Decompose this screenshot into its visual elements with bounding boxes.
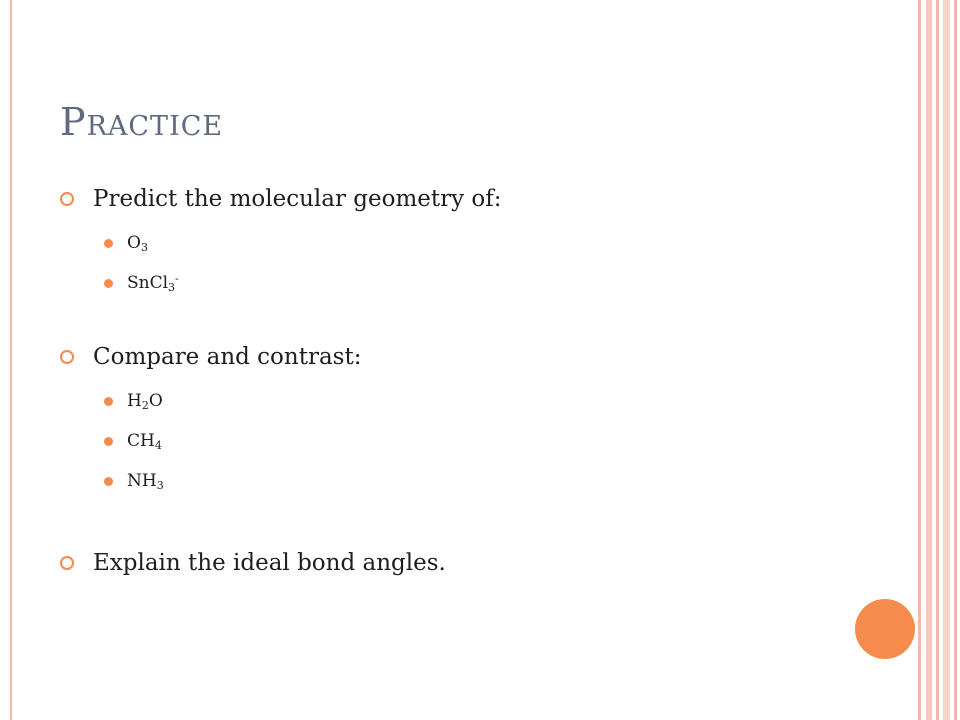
formula-subscript: 3 (168, 281, 176, 294)
bullet-text: Compare and contrast: (93, 344, 362, 370)
bullet-dot-icon (104, 477, 113, 486)
subbullet-nh3 (60, 461, 840, 501)
bullet-ring-icon (60, 192, 74, 206)
bullet-text: Predict the molecular geometry of: (93, 186, 502, 212)
subbullet-sncl3 (60, 263, 840, 303)
decorative-circle (855, 599, 915, 659)
bullet-item-compare (60, 333, 840, 381)
formula-nh3 (127, 471, 164, 492)
slide-title: Practice (60, 100, 224, 144)
subbullet-o3 (60, 223, 840, 263)
bullet-text: Explain the ideal bond angles. (93, 550, 446, 576)
bullet-item-predict (60, 175, 840, 223)
formula-base: NH (127, 470, 157, 491)
bullet-item-explain (60, 539, 840, 587)
formula-sncl3 (127, 272, 179, 294)
bullet-ring-icon (60, 556, 74, 570)
bullet-dot-icon (104, 279, 113, 288)
formula-subscript: 3 (156, 478, 164, 492)
decorative-stripes (918, 0, 960, 720)
formula-base: CH (127, 430, 155, 451)
formula-superscript: - (175, 272, 179, 285)
bullet-ring-icon (60, 350, 74, 364)
formula-h2o (127, 391, 163, 412)
formula-subscript: 4 (154, 438, 162, 452)
subbullet-ch4 (60, 421, 840, 461)
formula-ch4 (127, 431, 162, 452)
formula-tail: O (148, 390, 163, 411)
bullet-dot-icon (104, 239, 113, 248)
bullet-dot-icon (104, 397, 113, 406)
formula-subscript: 2 (141, 398, 149, 412)
formula-base: O (127, 232, 141, 253)
formula-base: SnCl (127, 273, 169, 293)
formula-subscript: 3 (140, 240, 148, 254)
formula-o3 (127, 233, 148, 254)
bullet-dot-icon (104, 437, 113, 446)
bullet-list (60, 175, 840, 587)
subbullet-h2o (60, 381, 840, 421)
formula-base: H (127, 390, 142, 411)
